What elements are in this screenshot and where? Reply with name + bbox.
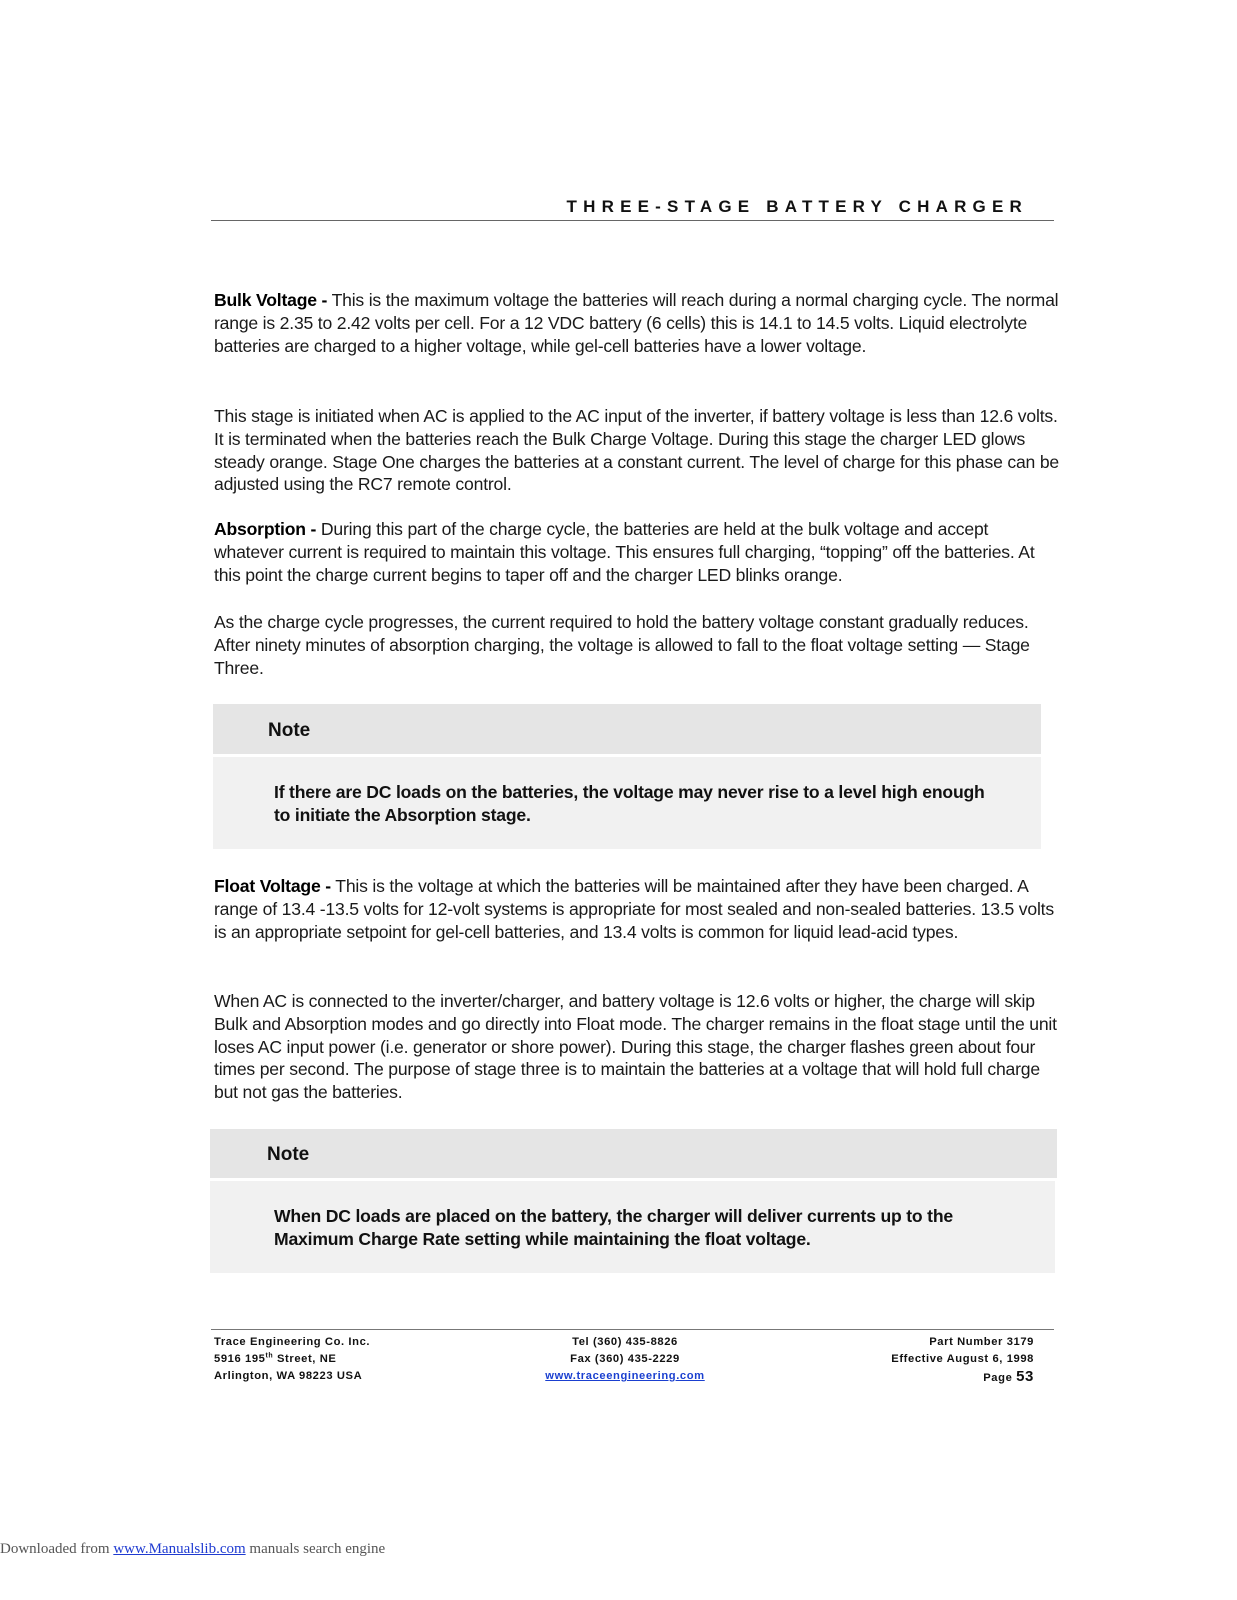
float-voltage-text: This is the voltage at which the batteries will be maintained after they have been charged. A range of 13.4 -13.5 volts for 12-volt systems is appropriate for most sealed and non-sealed batteries. 13.5 volts is an appropriate setpoint for gel-cell batteries, and 13.4 volts is common for liquid lead-acid types. xyxy=(214,876,1054,942)
manualslib-link[interactable]: www.Manualslib.com xyxy=(113,1541,246,1557)
bulk-voltage-label: Bulk Voltage - xyxy=(214,290,328,310)
download-credit: Downloaded from www.Manualslib.com manuals search engine xyxy=(0,1541,386,1557)
footer-tel: Tel (360) 435-8826 xyxy=(572,1336,678,1348)
stage-one-paragraph: This stage is initiated when AC is applied to the AC input of the inverter, if battery voltage is less than 12.6 volts. It is terminated when the batteries reach the Bulk Charge Voltage. During this stage the charger LED glows steady orange. Stage One charges the batteries at a constant current. The level of charge for this phase can be adjusted using the RC7 remote control. xyxy=(214,406,1059,495)
footer-contact xyxy=(500,1334,750,1385)
footer-address xyxy=(214,1334,370,1385)
footer-effective-date: Effective August 6, 1998 xyxy=(891,1353,1034,1365)
footer-street: 5916 195th Street, NE xyxy=(214,1352,337,1365)
footer-divider xyxy=(211,1329,1054,1330)
note-label: Note xyxy=(268,720,311,741)
footer-page: Page 53 xyxy=(983,1368,1034,1385)
footer-doc-info xyxy=(780,1334,1034,1387)
absorption-label: Absorption - xyxy=(214,519,317,539)
note-header-bar xyxy=(213,704,1041,754)
footer-part-number: Part Number 3179 xyxy=(929,1336,1034,1348)
note-text: If there are DC loads on the batteries, the voltage may never rise to a level high enough to initiate the Absorption stage. xyxy=(274,782,985,825)
footer-website-link[interactable]: www.traceengineering.com xyxy=(545,1370,705,1382)
header-divider xyxy=(211,220,1054,221)
page-number: 53 xyxy=(1016,1368,1034,1385)
float-ac-paragraph: When AC is connected to the inverter/charger, and battery voltage is 12.6 volts or higher, the charge will skip Bulk and Absorption modes and go directly into Float mode. The charger remains in the float stage until the unit loses AC input power (i.e. generator or shore power). During this stage, the charger flashes green about four times per second. The purpose of stage three is to maintain the batteries at a voltage that will hold full charge but not gas the batteries. xyxy=(214,991,1057,1103)
float-voltage-paragraph xyxy=(214,875,1059,943)
absorption-text: During this part of the charge cycle, the batteries are held at the bulk voltage and accept whatever current is required to maintain this voltage. This ensures full charging, “topping” off the batteries. At this point the charge current begins to taper off and the charger LED blinks orange. xyxy=(214,519,1035,585)
note-text: When DC loads are placed on the battery, the charger will deliver currents up to the Maximum Charge Rate setting while maintaining the float voltage. xyxy=(274,1206,953,1249)
footer-city: Arlington, WA 98223 USA xyxy=(214,1370,363,1382)
footer-fax: Fax (360) 435-2229 xyxy=(570,1353,680,1365)
absorption-paragraph xyxy=(214,518,1059,586)
note-header-bar xyxy=(210,1129,1057,1178)
bulk-voltage-text: This is the maximum voltage the batteries will reach during a normal charging cycle. The normal range is 2.35 to 2.42 volts per cell. For a 12 VDC battery (6 cells) this is 14.1 to 14.5 volts. Liquid electrolyte batteries are charged to a higher voltage, while gel-cell batteries have a lower voltage. xyxy=(214,290,1059,356)
note-label: Note xyxy=(267,1144,310,1165)
float-voltage-label: Float Voltage - xyxy=(214,876,331,896)
bulk-voltage-paragraph xyxy=(214,289,1059,357)
absorption-progress-paragraph: As the charge cycle progresses, the current required to hold the battery voltage constant gradually reduces. After ninety minutes of absorption charging, the voltage is allowed to fall to the float voltage setting — Stage Three. xyxy=(214,612,1030,678)
footer-company: Trace Engineering Co. Inc. xyxy=(214,1336,371,1348)
page-header-title: THREE-STAGE BATTERY CHARGER xyxy=(566,197,1028,216)
